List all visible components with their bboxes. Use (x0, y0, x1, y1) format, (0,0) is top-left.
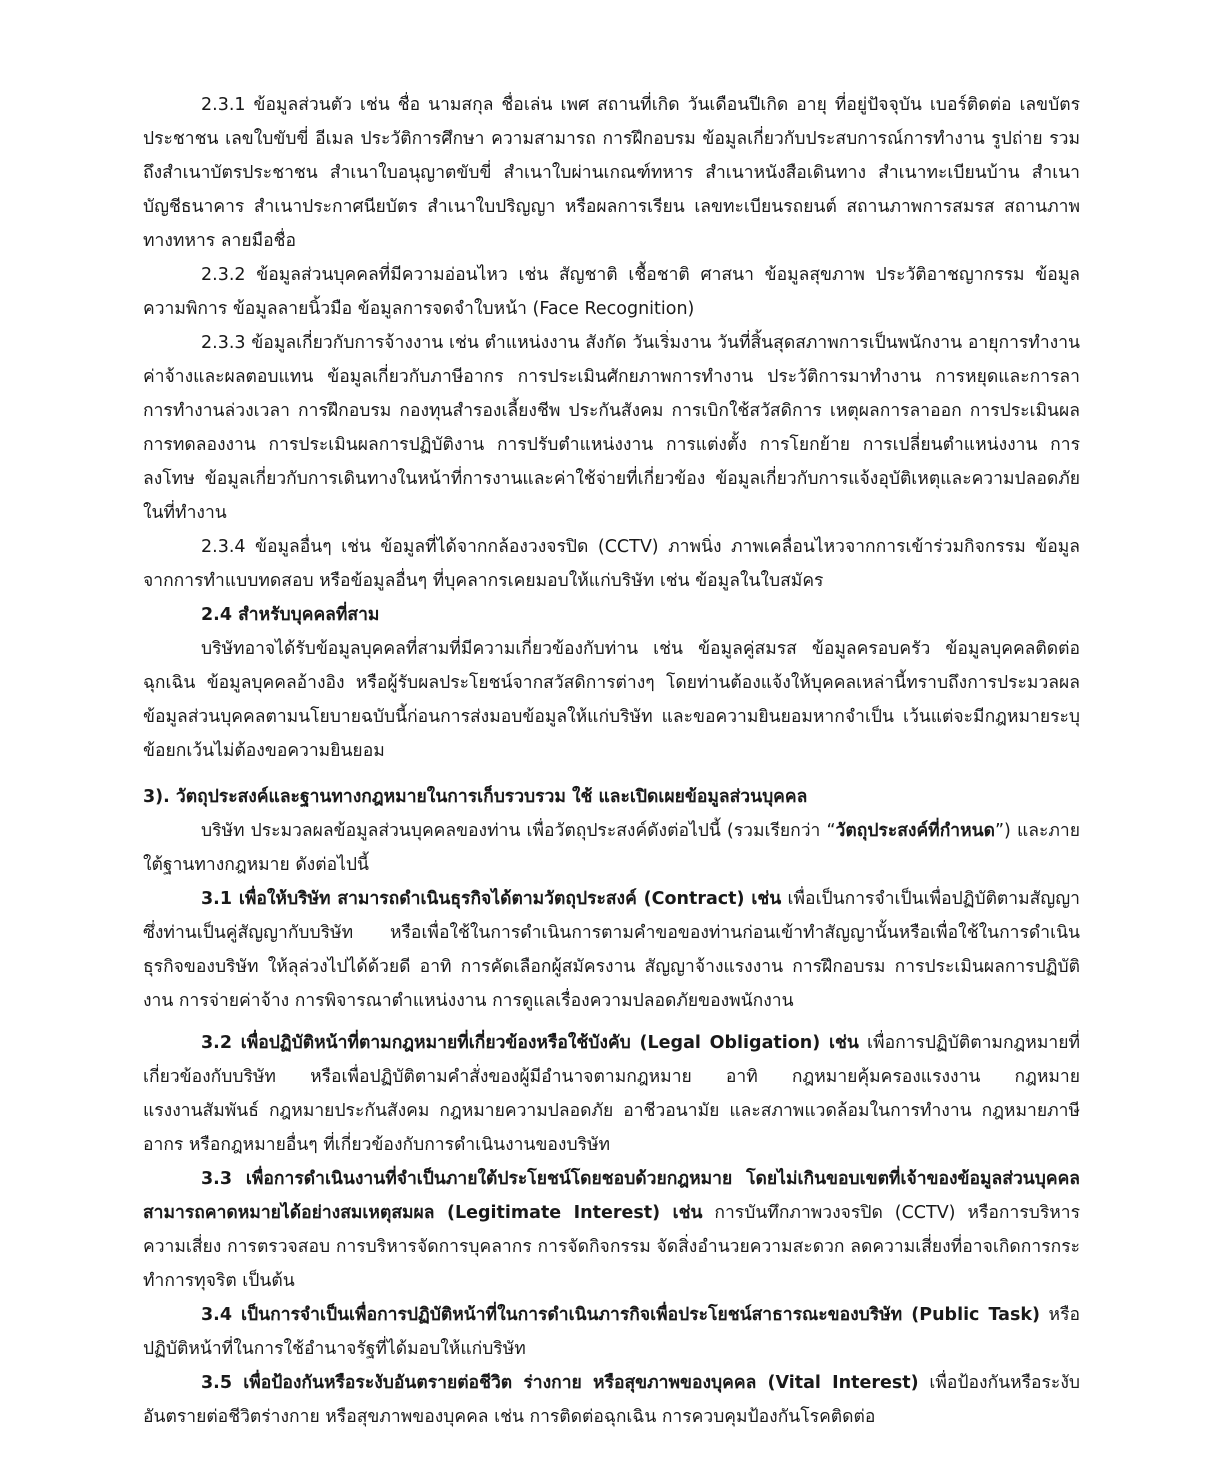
paragraph-2-3-1: 2.3.1 ข้อมูลส่วนตัว เช่น ชื่อ นามสกุล ชื่อเล่น เพศ สถานที่เกิด วันเดือนปีเกิด อายุ ที่อยู่ปัจจุบัน เบอร์ติดต่อ เลขบัตรประชาชน เลขใบขับขี่ อีเมล ประวัติการศึกษา ความสามารถ การฝึกอบรม ข้อมูลเกี่ยวกับประสบการณ์การทำงาน รูปถ่าย รวมถึงสำเนาบัตรประชาชน สำเนาใบอนุญาตขับขี่ สำเนาใบผ่านเกณฑ์ทหาร สำเนาหนังสือเดินทาง สำเนาทะเบียนบ้าน สำเนาบัญชีธนาคาร สำเนาประกาศนียบัตร สำเนาใบปริญญา หรือผลการเรียน เลขทะเบียนรถยนต์ สถานภาพการสมรส สถานภาพทางทหาร ลายมือชื่อ (143, 95, 1080, 251)
paragraph-3-2-body: เพื่อการปฏิบัติตามกฎหมายที่เกี่ยวข้องกับบริษัท หรือเพื่อปฏิบัติตามคำสั่งของผู้มีอำนาจตามกฎหมาย อาทิ กฎหมายคุ้มครองแรงงาน กฎหมายแรงงานสัมพันธ์ กฎหมายประกันสังคม กฎหมายความปลอดภัย อาชีวอนามัย และสภาพแวดล้อมในการทำงาน กฎหมายภาษีอากร หรือกฎหมายอื่นๆ ที่เกี่ยวข้องกับการดำเนินงานของบริษัท (143, 1033, 1080, 1155)
paragraph-3-4-body: หรือปฏิบัติหน้าที่ในการใช้อำนาจรัฐที่ได้มอบให้แก่บริษัท (143, 1305, 1080, 1359)
heading-section-3-text: 3). วัตถุประสงค์และฐานทางกฎหมายในการเก็บรวบรวม ใช้ และเปิดเผยข้อมูลส่วนบุคคล (143, 787, 808, 807)
heading-2-4-text: 2.4 สำหรับบุคคลที่สาม (201, 605, 380, 625)
paragraph-3-5-body: เพื่อป้องกันหรือระงับอันตรายต่อชีวิตร่างกาย หรือสุขภาพของบุคคล เช่น การติดต่อฉุกเฉิน การควบคุมป้องกันโรคติดต่อ (143, 1373, 1080, 1427)
paragraph-2-3-4: 2.3.4 ข้อมูลอื่นๆ เช่น ข้อมูลที่ได้จากกล้องวงจรปิด (CCTV) ภาพนิ่ง ภาพเคลื่อนไหวจากการเข้าร่วมกิจกรรม ข้อมูลจากการทำแบบทดสอบ หรือข้อมูลอื่นๆ ที่บุคลากรเคยมอบให้แก่บริษัท เช่น ข้อมูลในใบสมัคร (143, 537, 1080, 591)
document-page (143, 88, 1080, 1434)
paragraph-3-3-lead: 3.3 เพื่อการดำเนินงานที่จำเป็นภายใต้ประโยชน์โดยชอบด้วยกฎหมาย โดยไม่เกินขอบเขตที่เจ้าของข้อมูลส่วนบุคคล สามารถคาดหมายได้อย่างสมเหตุสมผล (Legitimate Interest) เช่น (143, 1169, 1080, 1223)
heading-2-4 (143, 598, 1080, 632)
paragraph-2-4: บริษัทอาจได้รับข้อมูลบุคคลที่สามที่มีความเกี่ยวข้องกับท่าน เช่น ข้อมูลคู่สมรส ข้อมูลครอบครัว ข้อมูลบุคคลติดต่อฉุกเฉิน ข้อมูลบุคคลอ้างอิง หรือผู้รับผลประโยชน์จากสวัสดิการต่างๆ โดยท่านต้องแจ้งให้บุคคลเหล่านี้ทราบถึงการประมวลผลข้อมูลส่วนบุคคลตามนโยบายฉบับนี้ก่อนการส่งมอบข้อมูลให้แก่บริษัท และขอความยินยอมหากจำเป็น เว้นแต่จะมีกฎหมายระบุข้อยกเว้นไม่ต้องขอความยินยอม (143, 639, 1080, 761)
intro-text-a: บริษัท ประมวลผลข้อมูลส่วนบุคคลของท่าน เพื่อวัตถุประสงค์ดังต่อไปนี้ (รวมเรียกว่า “ (201, 821, 836, 841)
intro-text-b: ”) และภายใต้ฐานทางกฎหมาย ดังต่อไปนี้ (143, 821, 1080, 875)
intro-defined-term: วัตถุประสงค์ที่กำหนด (835, 821, 995, 841)
paragraph-3-intro (143, 814, 1080, 882)
paragraph-3-2-lead: 3.2 เพื่อปฏิบัติหน้าที่ตามกฎหมายที่เกี่ยวข้องหรือใช้บังคับ (Legal Obligation) เช่น (201, 1033, 859, 1053)
paragraph-3-4-lead: 3.4 เป็นการจำเป็นเพื่อการปฏิบัติหน้าที่ในการดำเนินภารกิจเพื่อประโยชน์สาธารณะของบริษัท (Public Task) (201, 1305, 1041, 1325)
paragraph-3-1-body: เพื่อเป็นการจำเป็นเพื่อปฏิบัติตามสัญญาซึ่งท่านเป็นคู่สัญญากับบริษัท หรือเพื่อใช้ในการดำเนินการตามคำขอของท่านก่อนเข้าทำสัญญานั้นหรือเพื่อใช้ในการดำเนินธุรกิจของบริษัท ให้ลุล่วงไปได้ด้วยดี อาทิ การคัดเลือกผู้สมัครงาน สัญญาจ้างแรงงาน การฝึกอบรม การประเมินผลการปฏิบัติงาน การจ่ายค่าจ้าง การพิจารณาตำแหน่งงาน การดูแลเรื่องความปลอดภัยของพนักงาน (143, 889, 1080, 1011)
paragraph-3-5 (143, 1366, 1080, 1434)
paragraph-3-3 (143, 1162, 1080, 1298)
heading-section-3 (143, 780, 1080, 814)
paragraph-3-1-lead: 3.1 เพื่อให้บริษัท สามารถดำเนินธุรกิจได้ตามวัตถุประสงค์ (Contract) เช่น (201, 889, 782, 909)
paragraph-3-5-lead: 3.5 เพื่อป้องกันหรือระงับอันตรายต่อชีวิต ร่างกาย หรือสุขภาพของบุคคล (Vital Interest) (201, 1373, 919, 1393)
paragraph-3-3-body: การบันทึกภาพวงจรปิด (CCTV) หรือการบริหารความเสี่ยง การตรวจสอบ การบริหารจัดการบุคลากร การจัดกิจกรรม จัดสิ่งอำนวยความสะดวก ลดความเสี่ยงที่อาจเกิดการกระทำการทุจริต เป็นต้น (143, 1203, 1080, 1291)
paragraph-3-4 (143, 1298, 1080, 1366)
paragraph-3-2 (143, 1026, 1080, 1162)
paragraph-3-1 (143, 882, 1080, 1018)
paragraph-2-3-2: 2.3.2 ข้อมูลส่วนบุคคลที่มีความอ่อนไหว เช่น สัญชาติ เชื้อชาติ ศาสนา ข้อมูลสุขภาพ ประวัติอาชญากรรม ข้อมูลความพิการ ข้อมูลลายนิ้วมือ ข้อมูลการจดจำใบหน้า (Face Recognition) (143, 265, 1080, 319)
paragraph-2-3-3: 2.3.3 ข้อมูลเกี่ยวกับการจ้างงาน เช่น ตำแหน่งงาน สังกัด วันเริ่มงาน วันที่สิ้นสุดสภาพการเป็นพนักงาน อายุการทำงาน ค่าจ้างและผลตอบแทน ข้อมูลเกี่ยวกับภาษีอากร การประเมินศักยภาพการทำงาน ประวัติการมาทำงาน การหยุดและการลา การทำงานล่วงเวลา การฝึกอบรม กองทุนสำรองเลี้ยงชีพ ประกันสังคม การเบิกใช้สวัสดิการ เหตุผลการลาออก การประเมินผลการทดลองงาน การประเมินผลการปฏิบัติงาน การปรับตำแหน่งงาน การแต่งตั้ง การโยกย้าย การเปลี่ยนตำแหน่งงาน การลงโทษ ข้อมูลเกี่ยวกับการเดินทางในหน้าที่การงานและค่าใช้จ่ายที่เกี่ยวข้อง ข้อมูลเกี่ยวกับการแจ้งอุบัติเหตุและความปลอดภัยในที่ทำงาน (143, 333, 1080, 523)
